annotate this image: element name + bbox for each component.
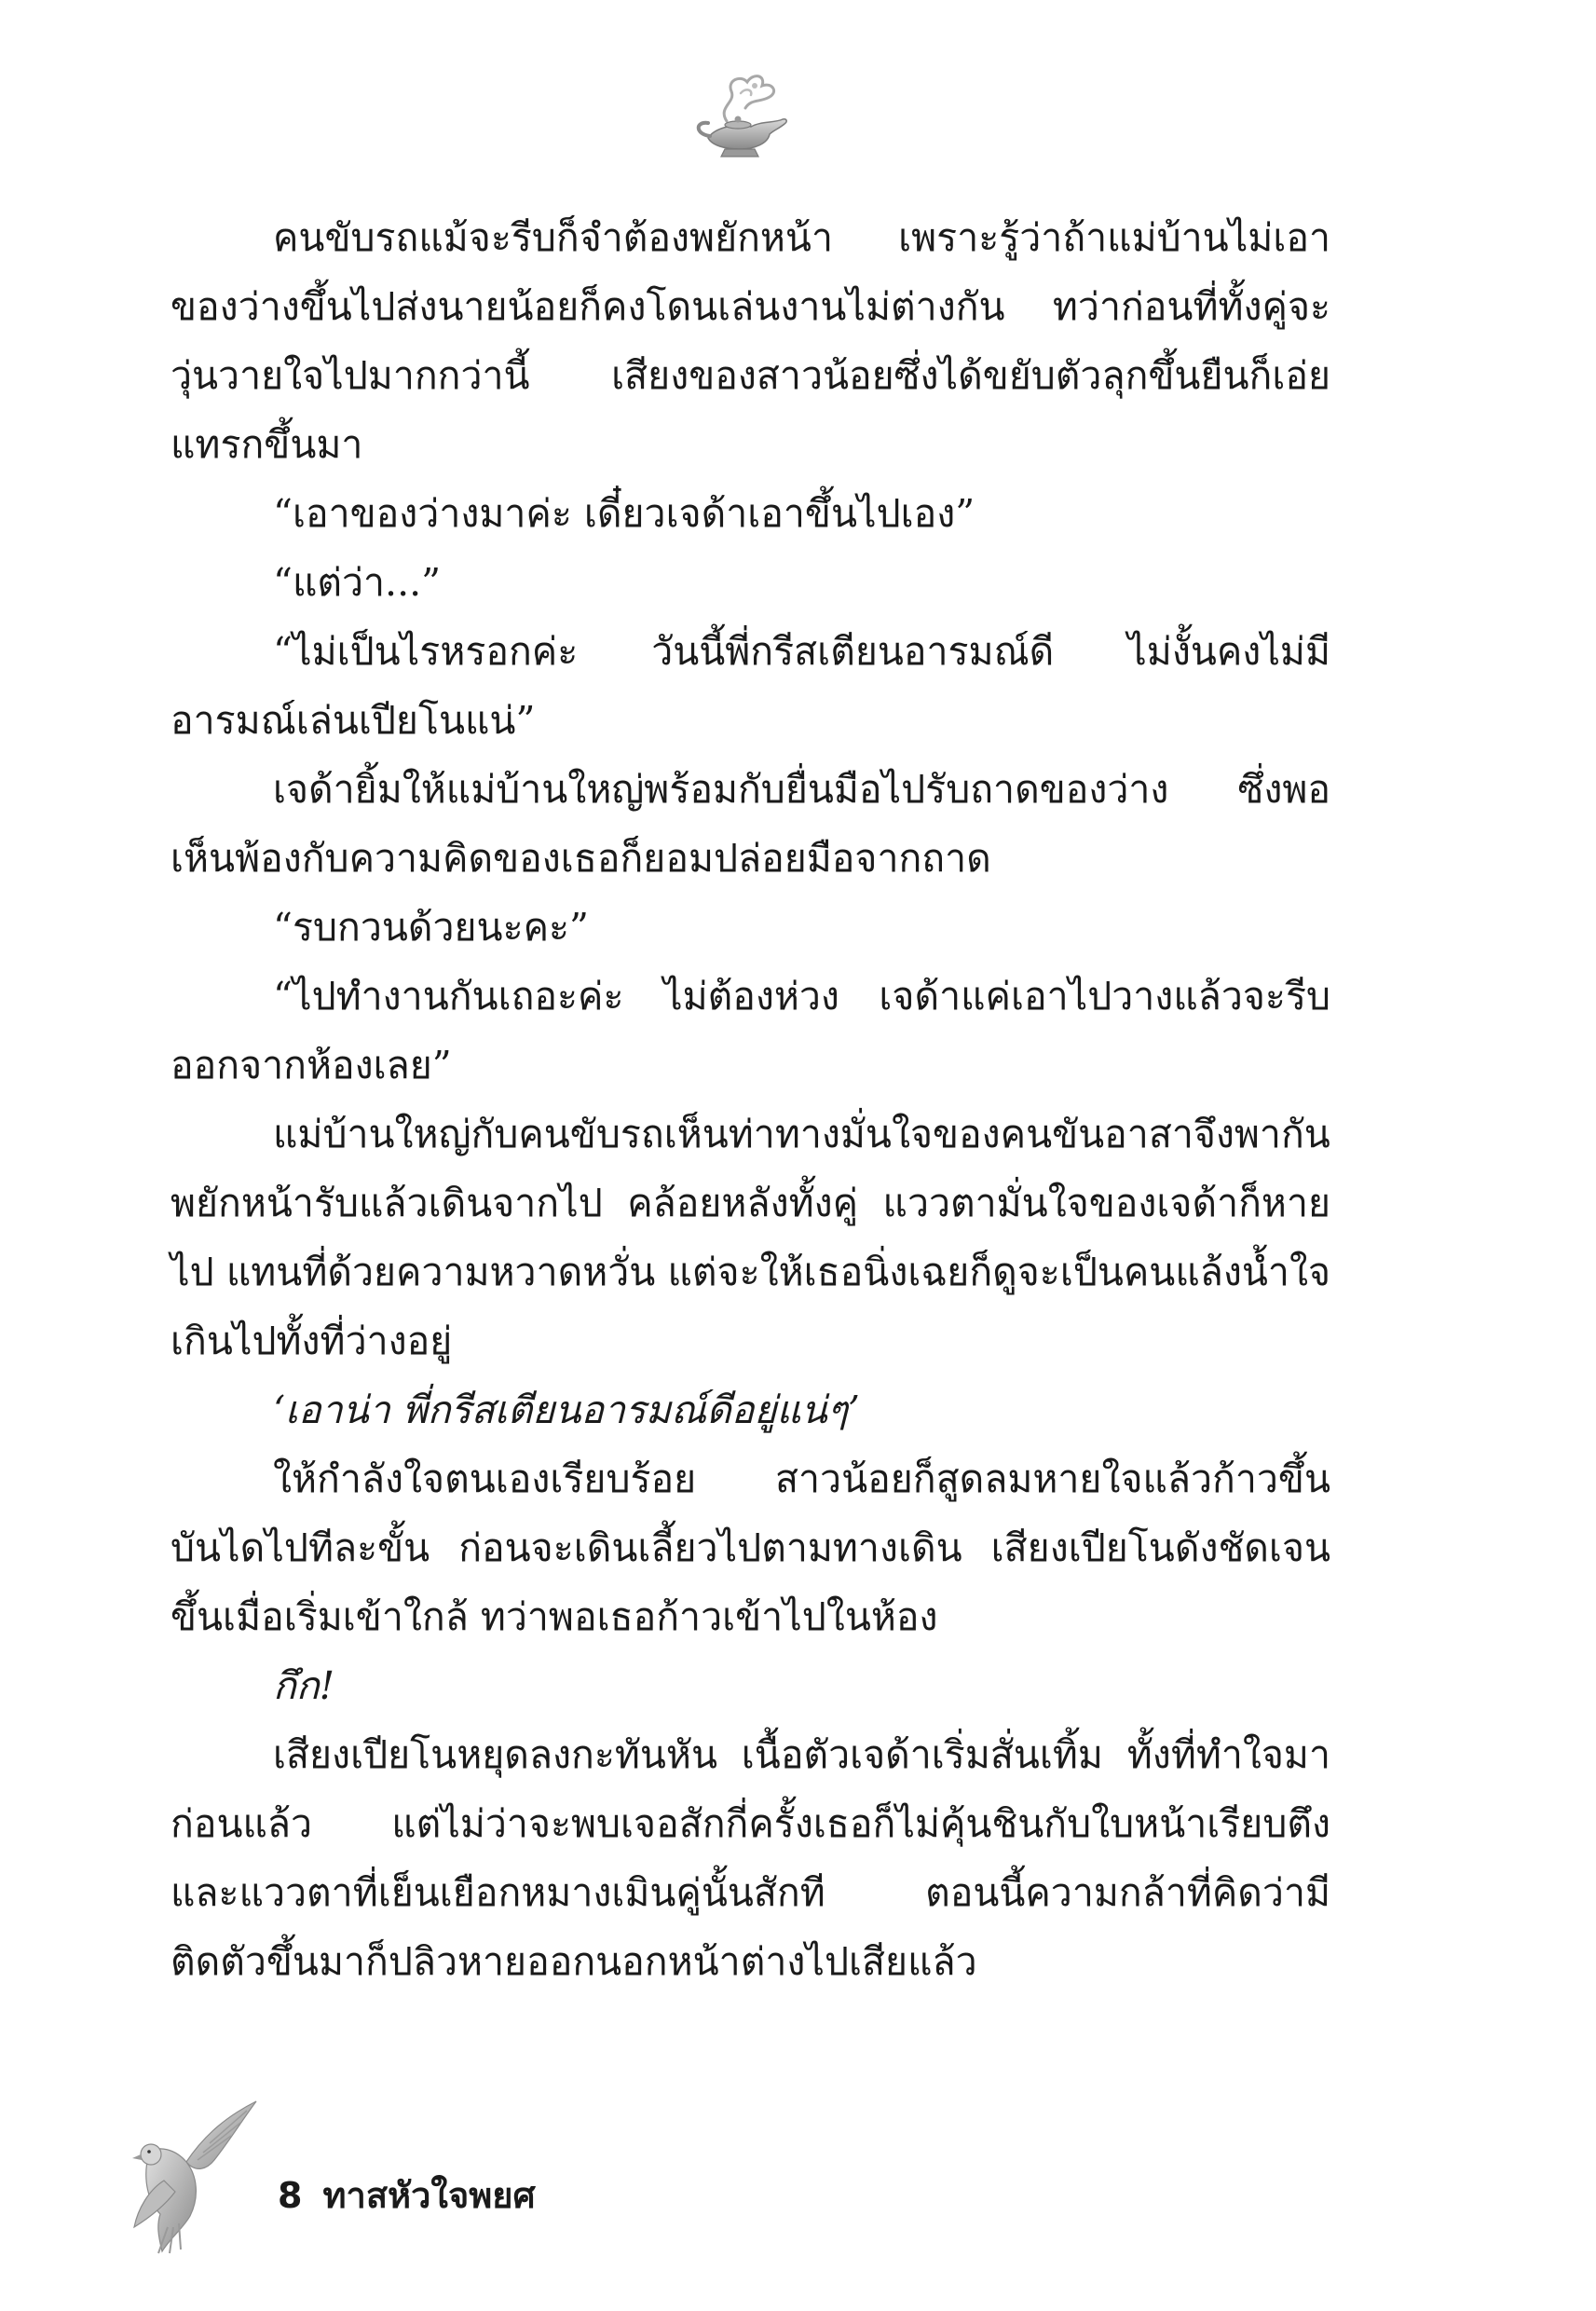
paragraph: เสียงเปียโนหยุดลงกะทันหัน เนื้อตัวเจด้าเริ่มสั่นเทิ้ม ทั้งที่ทำใจมาก่อนแล้ว แต่ไม่ว่าจะพบเจอสักกี่ครั้งเธอก็ไม่คุ้นชินกับใบหน้าเรียบตึงและแววตาที่เย็นเยือกหมางเมินคู่นั้นสักที ตอนนี้ความกล้าที่คิดว่ามีติดตัวขึ้นมาก็ปลิวหายออกนอกหน้าต่างไปเสียแล้ว (171, 1732, 1330, 1984)
page-footer (121, 2087, 773, 2274)
paragraph-sound-effect: กึก! (273, 1663, 335, 1708)
paragraph: เจด้ายิ้มให้แม่บ้านใหญ่พร้อมกับยื่นมือไปรับถาดของว่าง ซึ่งพอเห็นพ้องกับความคิดของเธอก็ยอมปล่อยมือจากถาด (171, 767, 1330, 881)
paragraph-thought: ‘เอาน่า พี่กรีสเตียนอารมณ์ดีอยู่แน่ๆ’ (273, 1388, 860, 1432)
paragraph: “ไม่เป็นไรหรอกค่ะ วันนี้พี่กรีสเตียนอารมณ์ดี ไม่งั้นคงไม่มีอารมณ์เล่นเปียโนแน่” (171, 629, 1330, 743)
paragraph: “แต่ว่า...” (273, 560, 442, 605)
dove-icon (121, 2087, 261, 2255)
paragraph: คนขับรถแม้จะรีบก็จำต้องพยักหน้า เพราะรู้ว่าถ้าแม่บ้านไม่เอาของว่างขึ้นไปส่งนายน้อยก็คงโดนเล่นงานไม่ต่างกัน ทว่าก่อนที่ทั้งคู่จะวุ่นวายใจไปมากกว่านี้ เสียงของสาวน้อยซึ่งได้ขยับตัวลุกขึ้นยืนก็เอ่ยแทรกขึ้นมา (171, 215, 1330, 467)
book-title: ทาสหัวใจพยศ (322, 2175, 536, 2216)
paragraph: “ไปทำงานกันเถอะค่ะ ไม่ต้องห่วง เจด้าแค่เอาไปวางแล้วจะรีบออกจากห้องเลย” (171, 974, 1330, 1087)
lamp-genie-icon (689, 65, 801, 168)
paragraph: “รบกวนด้วยนะคะ” (273, 905, 590, 950)
paragraph: ให้กำลังใจตนเองเรียบร้อย สาวน้อยก็สูดลมหายใจแล้วก้าวขึ้นบันไดไปทีละขั้น ก่อนจะเดินเลี้ยวไปตามทางเดิน เสียงเปียโนดังชัดเจนขึ้นเมื่อเริ่มเข้าใกล้ ทว่าพอเธอก้าวเข้าไปในห้อง (171, 1456, 1330, 1639)
footer-caption (278, 2167, 536, 2223)
paragraph: แม่บ้านใหญ่กับคนขับรถเห็นท่าทางมั่นใจของคนขันอาสาจึงพากันพยักหน้ารับแล้วเดินจากไป คล้อยหลังทั้งคู่ แววตามั่นใจของเจด้าก็หายไป แทนที่ด้วยความหวาดหวั่น แต่จะให้เธอนิ่งเฉยก็ดูจะเป็นคนแล้งน้ำใจเกินไปทั้งที่ว่างอยู่ (171, 1112, 1330, 1363)
page-number: 8 (278, 2175, 303, 2216)
paragraph: “เอาของว่างมาค่ะ เดี๋ยวเจด้าเอาขึ้นไปเอง” (273, 491, 975, 536)
body-text (171, 203, 1330, 1996)
